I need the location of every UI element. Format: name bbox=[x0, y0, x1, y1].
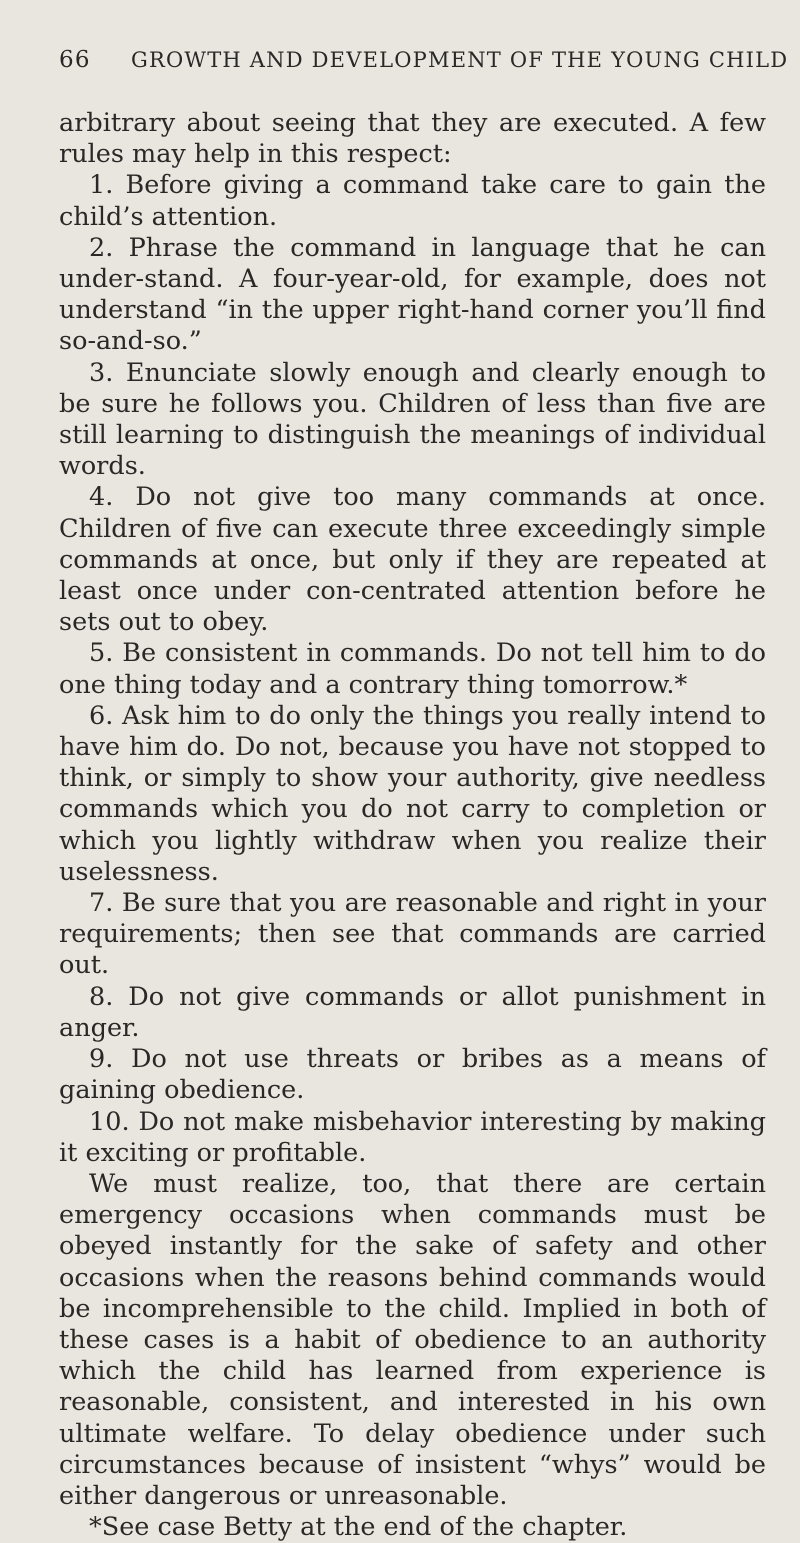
page-header bbox=[59, 47, 789, 83]
rule-7: 7. Be sure that you are reasonable and right in your requirements; then see that commands are carried out. bbox=[59, 888, 766, 981]
rule-6: 6. Ask him to do only the things you really intend to have him do. Do not, because you have not stopped to think, or simply to show your authority, give needless commands which you do not carry to completion or which you lightly withdraw when you realize their uselessness. bbox=[59, 700, 766, 887]
running-head: GROWTH AND DEVELOPMENT OF THE YOUNG CHILD bbox=[131, 48, 789, 72]
rule-1: 1. Before giving a command take care to gain the child’s attention. bbox=[59, 170, 766, 232]
page-number: 66 bbox=[59, 47, 91, 73]
rule-4: 4. Do not give too many commands at once. Children of five can execute three exceedingly simple commands at once, but only if they are repeated at least once under con-centrated attention before he sets out to obey. bbox=[59, 482, 766, 638]
rule-5: 5. Be consistent in commands. Do not tell him to do one thing today and a contrary thing tomorrow.* bbox=[59, 638, 766, 700]
rule-10: 10. Do not make misbehavior interesting by making it exciting or profitable. bbox=[59, 1106, 766, 1168]
body-text bbox=[59, 108, 766, 1543]
rule-2: 2. Phrase the command in language that he can under-stand. A four-year-old, for example, does not understand “in the upper right-hand corner you’ll find so-and-so.” bbox=[59, 232, 766, 357]
paragraph-emergency: We must realize, too, that there are certain emergency occasions when commands must be obeyed instantly for the sake of safety and other occasions when the reasons behind commands would be incomprehensible to the child. Implied in both of these cases is a habit of obedience to an authority which the child has learned from experience is reasonable, consistent, and interested in his own ultimate welfare. To delay obedience under such circumstances because of insistent “whys” would be either dangerous or unreasonable. bbox=[59, 1168, 766, 1511]
rule-9: 9. Do not use threats or bribes as a means of gaining obedience. bbox=[59, 1044, 766, 1106]
rule-3: 3. Enunciate slowly enough and clearly enough to be sure he follows you. Children of less than five are still learning to distinguish the meanings of individual words. bbox=[59, 357, 766, 482]
rule-8: 8. Do not give commands or allot punishment in anger. bbox=[59, 981, 766, 1043]
footnote: *See case Betty at the end of the chapter. bbox=[89, 1512, 628, 1543]
paragraph-continuation: arbitrary about seeing that they are executed. A few rules may help in this respect: bbox=[59, 108, 766, 170]
